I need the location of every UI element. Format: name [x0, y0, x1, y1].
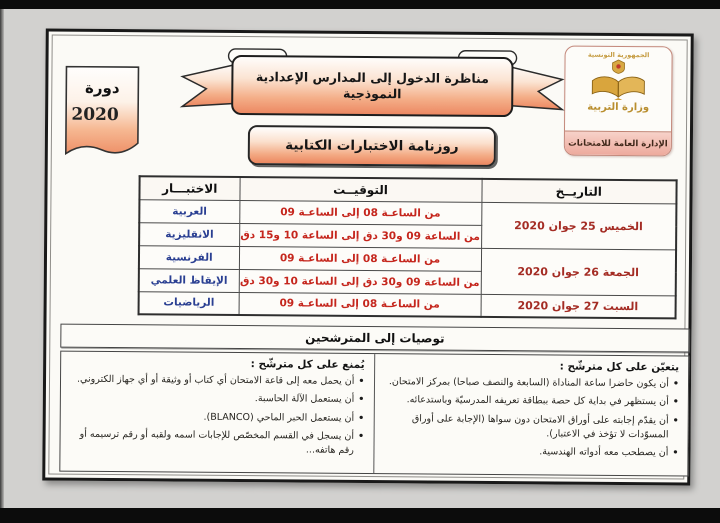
must-heading: يتعيّن على كل مترشّح :	[559, 360, 680, 374]
time-cell: من الساعـة 08 إلى الساعـة 09	[239, 200, 481, 225]
bullet-icon: •	[672, 447, 679, 459]
list-item	[383, 393, 679, 410]
recommendations-title: توصيات إلى المترشحين	[60, 324, 689, 353]
ministry-logo-box	[564, 46, 673, 157]
time-cell: من الساعـة 08 إلى الساعـة 09	[239, 292, 481, 317]
bottom-letterbox-bar	[0, 508, 720, 523]
forbidden-item-text: أن يسجل في القسم المخصّص للإجابات اسمه ولقبه أو رقم ترسيمه أو رقم هاتفه...	[79, 428, 355, 456]
time-cell: من الساعـة 08 إلى الساعـة 09	[239, 246, 481, 271]
recommendations-body	[59, 351, 689, 477]
exam-cell: العربية	[139, 199, 239, 223]
must-item-text: أن يقدّم إجابته على أوراق الامتحان دون سواها (الإجابة على أوراق المسوّدات لا تؤخذ في الاعتبار).	[411, 412, 669, 441]
exams-administration-label: الإدارة العامة للامتحانات	[565, 131, 671, 156]
exam-cell: الرياضيات	[139, 291, 239, 315]
list-item	[383, 375, 679, 392]
table-row	[139, 291, 676, 318]
list-item	[70, 373, 365, 390]
list-item	[383, 444, 679, 461]
forbidden-item-text: أن يستعمل الآلة الحاسبة.	[254, 393, 355, 406]
time-column-header: التوقيــت	[239, 177, 481, 202]
exam-notice-document	[42, 28, 694, 485]
bullet-icon: •	[358, 412, 365, 424]
must-item-text: أن يكون حاضرا ساعة المناداة (السابعة والنصف صباحا) بمركز الامتحان.	[388, 376, 669, 390]
session-label: دورة	[84, 78, 120, 98]
time-cell: من الساعة 09 و30 دق إلى الساعة 10 و30 دق	[239, 269, 481, 294]
bullet-icon: •	[358, 394, 365, 406]
list-item	[69, 427, 364, 458]
date-cell: الخميس 25 جوان 2020	[481, 202, 676, 250]
bullet-icon: •	[358, 375, 365, 387]
ministry-label: وزارة التربية	[587, 101, 650, 114]
bullet-icon: •	[672, 396, 679, 408]
left-edge-shadow	[0, 9, 4, 508]
exam-cell: الانقليزية	[139, 222, 239, 246]
contest-title: مناظرة الدخول إلى المدارس الإعدادية النموذجية	[255, 69, 489, 101]
date-cell: الجمعة 26 جوان 2020	[481, 248, 676, 296]
exam-timetable	[138, 175, 678, 319]
must-column	[374, 354, 688, 475]
republic-label: الجمهورية التونسية	[587, 50, 650, 60]
list-item	[383, 412, 679, 443]
exam-cell: الإيقاظ العلمي	[139, 268, 239, 292]
session-year: 2020	[71, 104, 119, 126]
session-flag	[64, 65, 141, 164]
date-cell: السبت 27 جوان 2020	[481, 294, 676, 319]
exam-cell: الفرنسية	[139, 245, 239, 269]
tunisia-emblem-icon	[611, 59, 625, 74]
bullet-icon: •	[672, 414, 679, 426]
bullet-icon: •	[357, 430, 365, 442]
must-item-text: أن يصطحب معه أدواته الهندسية.	[539, 446, 669, 459]
title-scroll-banner	[178, 47, 567, 122]
bullet-icon: •	[672, 378, 680, 390]
time-cell: من الساعة 09 و30 دق إلى الساعة 10 و15 دق	[239, 223, 481, 248]
forbidden-column	[60, 352, 374, 473]
must-item-text: أن يستظهر في بداية كل حصة ببطاقة تعريفه المدرسيّة وباستدعائه.	[406, 394, 669, 408]
forbidden-heading: يُمنع على كل مترشّح :	[250, 358, 365, 371]
top-letterbox-bar	[0, 0, 720, 9]
list-item	[70, 391, 365, 408]
date-column-header: التاريــخ	[481, 179, 676, 204]
open-book-icon	[589, 74, 647, 101]
written-exams-calendar-title: روزنامة الاختبارات الكتابية	[248, 125, 496, 167]
exam-column-header: الاختبـــار	[139, 176, 239, 200]
list-item	[70, 409, 365, 426]
forbidden-item-text: أن يستعمل الحبر الماحي (BLANCO).	[203, 411, 355, 424]
forbidden-item-text: أن يحمل معه إلى قاعة الامتحان أي كتاب أو وثيقة أو أي جهاز الكتروني.	[77, 373, 355, 387]
